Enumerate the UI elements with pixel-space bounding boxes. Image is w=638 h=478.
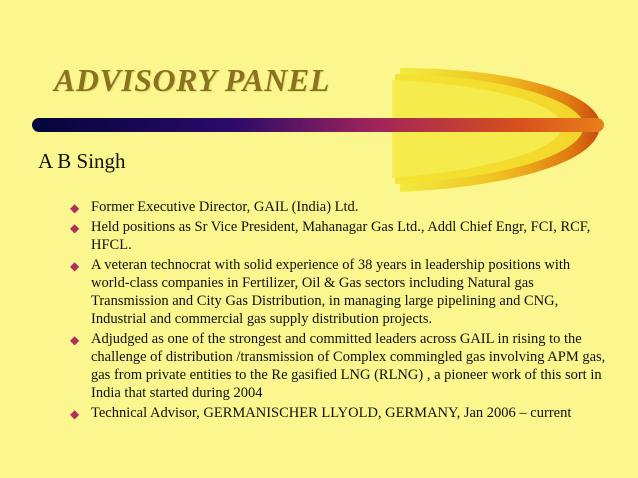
bullet-text: A veteran technocrat with solid experience of 38 years in leadership positions with world-class companies in Fertilizer, Oil & Gas sectors including Natural gas Transmission and City Gas Distribution, in managing large pipelining and CNG, Industrial and commercial gas supply distribution projects. — [91, 257, 571, 327]
bullet-item — [70, 330, 610, 402]
bullet-item — [70, 218, 610, 254]
bullet-text: Technical Advisor, GERMANISCHER LLYOLD, GERMANY, Jan 2006 – current — [91, 405, 572, 421]
bullet-item — [70, 198, 610, 216]
bullet-text: Held positions as Sr Vice President, Mahanagar Gas Ltd., Addl Chief Engr, FCI, RCF, HFCL. — [91, 219, 591, 253]
diamond-icon: ◆ — [70, 201, 80, 215]
title-underline-bar — [32, 118, 604, 132]
diamond-icon: ◆ — [70, 407, 80, 421]
bullet-text: Adjudged as one of the strongest and committed leaders across GAIL in rising to the challenge of distribution /transmission of Complex commingled gas involving APM gas, gas from private entities to the Re gasified LNG (RLNG) , a pioneer work of this sort in India that started during 2004 — [91, 331, 606, 401]
slide-title: ADVISORY PANEL — [54, 62, 330, 98]
person-name: A B Singh — [38, 149, 126, 173]
diamond-icon: ◆ — [70, 259, 80, 273]
bullet-text: Former Executive Director, GAIL (India) Ltd. — [91, 199, 359, 215]
bullet-item — [70, 404, 610, 422]
diamond-icon: ◆ — [70, 221, 80, 235]
bullet-list — [70, 198, 610, 424]
bullet-item — [70, 256, 610, 328]
diamond-icon: ◆ — [70, 333, 80, 347]
